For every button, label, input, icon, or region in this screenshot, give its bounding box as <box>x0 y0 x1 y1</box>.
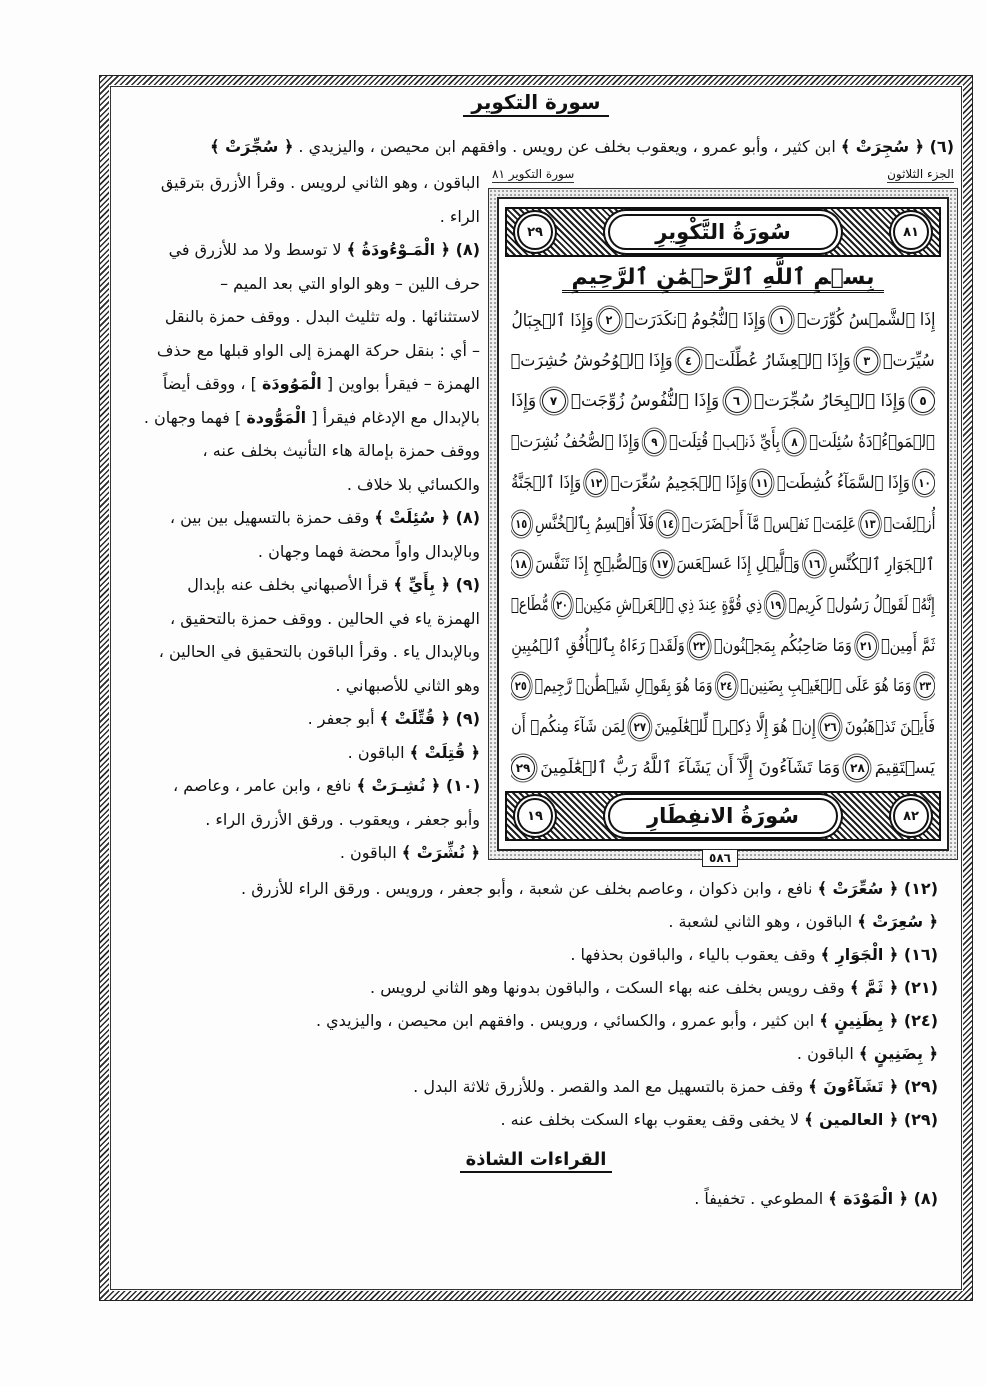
verse-line <box>511 423 935 461</box>
commentary-line-content <box>413 1077 938 1096</box>
commentary-line-content <box>169 240 480 259</box>
verse-line <box>511 382 935 420</box>
commentary-line-content <box>694 1189 938 1208</box>
text-run: الهمزة – فيقرأ بواوين [ <box>321 374 480 394</box>
verse-number-marker: ٢٨ <box>845 756 869 780</box>
verse-number-marker: ٢٢ <box>689 634 710 658</box>
verse-line <box>511 505 935 543</box>
verse-number-marker: ١٤ <box>658 512 678 536</box>
verse-line <box>511 464 935 502</box>
commentary-line <box>150 971 938 1004</box>
text-run: الباقون . <box>339 843 402 863</box>
verse-line-content <box>511 430 935 454</box>
text-run: وقف يعقوب بالياء ، والباقون بحذفها . <box>570 945 821 964</box>
shadh-heading-row <box>100 1146 972 1174</box>
verse-text: لِمَن شَآءَ مِنكُمۡ أَن <box>511 717 626 738</box>
verse-text: أُزۡلِفَتۡ <box>883 513 935 534</box>
verse-text: وَمَا تَشَآءُونَ إِلَّآ أَن يَشَآءَ ٱللَّهُ رَبُّ ٱلۡعَٰلَمِينَ <box>540 758 841 779</box>
verse-line-content <box>511 552 935 576</box>
verses-block <box>511 301 935 787</box>
verse-text: إِنَّهُۥ لَقَوۡلُ رَسُولٖ كَرِيمٖ <box>788 595 935 616</box>
quran-word-bold: (٩) ﴿ قُتِّلَتْ ﴾ <box>379 709 480 729</box>
commentary-line-content <box>205 810 480 829</box>
next-surah-title: سُورَةُ الانفِطَارِ <box>608 798 838 834</box>
commentary-line-content <box>241 879 938 898</box>
text-run: وهو الثاني للأصبهاني . <box>335 675 480 695</box>
commentary-line-content <box>157 341 480 360</box>
commentary-line <box>118 401 480 435</box>
commentary-line-content <box>165 307 480 326</box>
quran-word-bold: (١٢) ﴿ سُعِّرَتْ ﴾ <box>817 879 938 898</box>
text-run: الهمزة ياء في الحالين . ووقف حمزة بالتحقيق ، <box>170 608 480 628</box>
verse-line-content <box>511 389 935 413</box>
verse-line-content <box>511 756 935 780</box>
verse-number-marker: ١٦ <box>804 552 824 576</box>
quran-word-bold: (٨) ﴿ سُئِلَتْ ﴾ <box>374 508 480 528</box>
verse-number-marker: ٩ <box>644 430 665 454</box>
verse-text: ثَمَّ أَمِينٖ <box>880 635 935 656</box>
commentary-line <box>118 468 480 502</box>
commentary-line <box>118 669 480 703</box>
text-run: قرأ الأصبهاني بخلف عنه بإبدال <box>187 575 394 595</box>
text-run: ابن كثير ، وأبو عمرو ، والكسائي ، ورويس . وافقهم ابن محيصن ، واليزيدي . <box>315 1011 820 1030</box>
verse-text: إِذَا ٱلشَّمۡسُ كُوِّرَتۡ <box>796 310 935 330</box>
verse-line-content <box>511 471 935 495</box>
commentary-line-content <box>220 274 480 293</box>
side-commentary <box>118 166 480 870</box>
page-title-row <box>100 88 972 116</box>
text-run: الباقون . <box>347 742 410 762</box>
text-run: نافع ، وابن ذكوان ، وعاصم بخلف عن شعبة ، وأبو جعفر ، ورويس . ورقق الراء للأزرق . <box>241 879 818 898</box>
verse-text: ذِي قُوَّةٍ عِندَ ذِي ٱلۡعَرۡشِ مَكِينٖ <box>575 595 763 616</box>
commentary-line-content <box>210 137 954 156</box>
commentary-line <box>118 233 480 267</box>
quran-word-bold: (٩) ﴿ بِأَيِّ ﴾ <box>393 575 480 595</box>
verse-line <box>511 301 935 339</box>
basmala-row <box>519 263 927 297</box>
commentary-line <box>118 367 480 401</box>
ayah-count-medallion: ٢٩ <box>517 214 553 250</box>
commentary-line-content <box>144 408 480 427</box>
verse-text: وَٱلصُّبۡحِ إِذَا تَنَفَّسَ <box>535 554 649 575</box>
commentary-line <box>150 905 938 938</box>
verse-number-marker: ٦ <box>725 389 749 413</box>
verse-line <box>511 586 935 624</box>
verse-number-marker: ١٠ <box>914 471 935 495</box>
intro-commentary-line <box>122 132 954 160</box>
text-run: لا يخفى وقف يعقوب بهاء السكت بخلف عنه . <box>500 1110 805 1129</box>
commentary-line <box>118 736 480 770</box>
text-run: الباقون ، وهو الثاني لشعبة . <box>668 912 858 931</box>
verse-text: ٱلۡمَوۡءُۥدَةُ سُئِلَتۡ <box>809 432 935 453</box>
text-run: حرف اللين – وهو الواو التي بعد الميم – <box>220 273 480 293</box>
commentary-line <box>118 635 480 669</box>
commentary-line <box>150 872 938 905</box>
surah-title: سُورَةُ التَّكْوِيرِ <box>608 214 838 250</box>
bottom-commentary <box>150 872 938 1136</box>
quran-word-bold: (١٠) ﴿ نُشِـرَتْ ﴾ <box>356 776 480 796</box>
text-run: ابن كثير ، وأبو عمرو ، ويعقوب بخلف عن رويس . وافقهم ابن محيصن ، واليزيدي . <box>293 136 841 156</box>
verse-line-content <box>511 593 935 617</box>
quran-word-bold: ﴿ بِضَنِينٍ ﴾ <box>858 1044 938 1063</box>
commentary-line-content <box>797 1044 938 1063</box>
commentary-line-content <box>340 843 480 862</box>
text-run: ] فهما وجهان . <box>143 407 247 427</box>
text-run: – أي : بنقل حركة الهمزة إلى الواو قبلها مع حذف <box>156 340 480 360</box>
verse-text: وَإِذَا ٱلنُّجُومُ ٱنكَدَرَتۡ <box>624 310 766 330</box>
verse-text: وَلَقَدۡ رَءَاهُ بِٱلۡأُفُقِ ٱلۡمُبِينِ <box>511 636 685 657</box>
verse-text: وَإِذَا <box>511 391 537 412</box>
text-run: لا توسط ولا مد للأزرق في <box>168 240 347 260</box>
quran-word-bold: (٢٩) ﴿ العالمين ﴾ <box>804 1110 938 1129</box>
verse-number-marker: ١٢ <box>586 471 607 495</box>
commentary-line <box>118 334 480 368</box>
commentary-line-content <box>348 743 480 762</box>
verse-text: وَمَا صَاحِبُكُم بِمَجۡنُونٖ <box>713 635 852 656</box>
verse-number-marker: ٢٠ <box>553 593 572 617</box>
verse-text: فَلَآ أُقۡسِمُ بِٱلۡخُنَّسِ <box>534 514 654 535</box>
verse-text: وَإِذَا ٱلۡوُحُوشُ حُشِرَتۡ <box>511 350 673 371</box>
text-run: الراء . <box>439 206 480 226</box>
verse-text: عَلِمَتۡ نَفۡسٞ مَّآ أَحۡضَرَتۡ <box>681 513 856 534</box>
text-run: ووقف حمزة بإمالة هاء التأنيث بخلف عنه ، <box>202 441 480 461</box>
text-run: أبو جعفر . <box>307 709 380 729</box>
commentary-line-content <box>668 912 938 931</box>
verse-text: وَإِذَا ٱلۡجِبَالُ <box>511 310 593 331</box>
verse-text: فَأَيۡنَ تَذۡهَبُونَ <box>844 717 935 738</box>
text-run: وقف رويس بخلف عنه بهاء السكت ، والباقون بدونها وهو الثاني لرويس . <box>370 978 850 997</box>
verse-number-marker: ٢٤ <box>717 674 737 698</box>
verse-line-content <box>511 715 935 739</box>
verse-text: سُيِّرَتۡ <box>883 350 935 371</box>
verse-number-marker: ٧ <box>542 389 566 413</box>
quran-word-bold: (٢٩) ﴿ تَشَآءُونَ ﴾ <box>808 1077 938 1096</box>
next-surah-band <box>505 791 941 841</box>
page-title: سورة التكوير <box>463 90 608 117</box>
next-ayah-count-medallion: ١٩ <box>517 798 553 834</box>
commentary-line <box>150 1037 938 1070</box>
verse-number-marker: ٨ <box>784 430 805 454</box>
commentary-line <box>118 568 480 602</box>
verse-line <box>511 749 935 787</box>
juz-label: الجزء الثلاثون <box>887 167 954 181</box>
commentary-line-content <box>203 441 480 460</box>
verse-number-marker: ٢ <box>598 308 620 332</box>
commentary-line <box>118 535 480 569</box>
text-run: وأبو جعفر ، ويعقوب . ورقق الأزرق الراء . <box>205 809 480 829</box>
mushaf-inner-page <box>497 197 949 851</box>
verse-number-marker: ٤ <box>678 349 701 373</box>
commentary-line <box>150 1182 938 1214</box>
quran-word-bold: (٨) ﴿ الْمَـوْءُودَةُ ﴾ <box>346 240 480 260</box>
verse-text: وَإِذَا ٱلۡجَنَّةُ <box>511 473 582 494</box>
commentary-line-content <box>316 1011 938 1030</box>
verse-line-content <box>511 308 935 332</box>
text-run: ] ، ووقف أيضاً <box>162 374 262 394</box>
text-run: نافع ، وابن عامر ، وعاصم ، <box>173 776 357 796</box>
verse-text: وَإِذَا ٱلنُّفُوسُ زُوِّجَتۡ <box>570 391 720 412</box>
verse-line-content <box>511 349 935 373</box>
text-run: الباقون . <box>796 1044 859 1063</box>
quran-word-bold: الْمَوُّودة <box>246 407 307 427</box>
surah-page-header: سورة التكوير ٨١ <box>492 167 575 181</box>
text-run: وبالإبدال واواً محضة فهما وجهان . <box>257 541 480 561</box>
commentary-line <box>118 434 480 468</box>
quran-word-bold: (٢٤) ﴿ بِظَنِينٍ ﴾ <box>819 1011 938 1030</box>
verse-text: وَمَا هُوَ عَلَى ٱلۡغَيۡبِ بِضَنِينٖ <box>740 676 912 697</box>
verse-number-marker: ٢٧ <box>630 715 650 739</box>
commentary-line <box>150 1004 938 1037</box>
text-run: الباقون ، وهو الثاني لرويس . وقرأ الأزرق بترقيق <box>160 173 480 193</box>
commentary-line-content <box>161 173 480 192</box>
commentary-line <box>150 1070 938 1103</box>
commentary-line <box>118 200 480 234</box>
text-run: بالإبدال مع الإدغام فيقرأ [ <box>306 407 480 427</box>
quran-word-bold: (٢١) ﴿ ثَمَّ ﴾ <box>849 978 938 997</box>
commentary-line-content <box>170 609 480 628</box>
verse-number-marker: ١١ <box>752 471 773 495</box>
commentary-line-content <box>336 676 480 695</box>
verse-line-content <box>511 634 935 658</box>
commentary-line-content <box>347 475 480 494</box>
verse-line <box>511 627 935 665</box>
verse-text: وَمَا هُوَ بِقَوۡلِ شَيۡطَٰنٖ رَّجِيمٖ <box>534 676 713 697</box>
verse-text: وَإِذَا ٱلۡجَحِيمُ سُعِّرَتۡ <box>610 472 748 493</box>
verse-text: ٱلۡجَوَارِ ٱلۡكُنَّسِ <box>828 554 935 575</box>
verse-number-marker: ١٨ <box>511 552 531 576</box>
verse-text: وَٱلَّيۡلِ إِذَا عَسۡعَسَ <box>677 554 801 575</box>
commentary-line-content <box>159 642 480 661</box>
verse-text: بِأَيِّ ذَنۢبٖ قُتِلَتۡ <box>669 432 781 453</box>
verse-text: مُّطَاعٖ <box>511 595 549 616</box>
quran-word-bold: (١٦) ﴿ الْجَوَارِ ﴾ <box>820 945 938 964</box>
commentary-line-content <box>258 542 480 561</box>
commentary-line-content <box>501 1110 939 1129</box>
commentary-line <box>118 300 480 334</box>
verse-number-marker: ١٧ <box>652 552 672 576</box>
verse-line-content <box>511 674 935 698</box>
verse-number-marker: ١ <box>770 308 792 332</box>
quran-word-bold: الْمَوُودَة <box>261 374 322 394</box>
quran-word-bold: (٦) ﴿ سُجِرَتْ ﴾ <box>840 136 954 156</box>
commentary-line <box>118 267 480 301</box>
verse-line-content <box>511 512 935 536</box>
verse-text: وَإِذَا ٱلصُّحُفُ نُشِرَتۡ <box>511 432 640 453</box>
verse-number-marker: ٣ <box>856 349 879 373</box>
shadh-commentary <box>150 1182 938 1214</box>
verse-number-marker: ٢٣ <box>915 674 935 698</box>
commentary-line-content <box>308 709 480 728</box>
next-surah-number-medallion: ٨٢ <box>893 798 929 834</box>
commentary-line-content <box>187 575 480 594</box>
text-run: والكسائي بلا خلاف . <box>346 474 480 494</box>
quran-word-bold: ﴿ نُشِّرَتْ ﴾ <box>401 843 480 863</box>
commentary-line <box>118 769 480 803</box>
verse-text: وَإِذَا ٱلۡعِشَارُ عُطِّلَتۡ <box>704 350 852 371</box>
verse-number-marker: ٢٦ <box>820 715 840 739</box>
verse-line <box>511 545 935 583</box>
quran-word-bold: ﴿ قُتِلَتْ ﴾ <box>409 742 480 762</box>
text-run: وقف حمزة بالتسهيل مع المد والقصر . وللأزرق ثلاثة البدل . <box>413 1077 809 1096</box>
commentary-line <box>118 166 480 200</box>
text-run: لاستثنائها . وله تثليث البدل . ووقف حمزة بالنقل <box>164 307 480 327</box>
verse-number-marker: ٥ <box>911 389 935 413</box>
commentary-line-content <box>440 207 480 226</box>
verse-number-marker: ٢٩ <box>511 756 535 780</box>
basmala: بِسۡمِ ٱللَّهِ ٱلرَّحۡمَٰنِ ٱلرَّحِيمِ <box>562 265 885 293</box>
verse-text: وَإِذَا ٱلسَّمَآءُ كُشِطَتۡ <box>776 472 910 493</box>
verse-number-marker: ٢١ <box>856 634 877 658</box>
verse-text: إِنۡ هُوَ إِلَّا ذِكۡرٞ لِّلۡعَٰلَمِينَ <box>654 717 816 738</box>
commentary-line-content <box>370 978 938 997</box>
text-run: المطوعي . تخفيفاً . <box>694 1188 829 1208</box>
commentary-line <box>118 501 480 535</box>
page-number: ٥٨٦ <box>702 849 738 867</box>
verse-line <box>511 667 935 705</box>
commentary-line <box>118 836 480 870</box>
verse-text: يَسۡتَقِيمَ <box>874 757 935 778</box>
commentary-line <box>118 702 480 736</box>
text-run: وبالإبدال ياء . وقرأ الباقون بالتحقيق في الحالين ، <box>158 642 480 662</box>
verse-line <box>511 342 935 380</box>
verse-line <box>511 708 935 746</box>
quran-word-bold: (٨) ﴿ الْمَوْدَة ﴾ <box>828 1188 938 1208</box>
verse-number-marker: ١٣ <box>860 512 880 536</box>
commentary-line-content <box>170 508 480 527</box>
commentary-line <box>118 803 480 837</box>
verse-number-marker: ١٥ <box>511 512 531 536</box>
shadh-heading: القراءات الشاذة <box>460 1149 613 1173</box>
commentary-line <box>150 1103 938 1136</box>
quran-word-bold: ﴿ سُعِرَتْ ﴾ <box>857 912 938 931</box>
verse-number-marker: ٢٥ <box>511 674 531 698</box>
verse-text: وَإِذَا ٱلۡبِحَارُ سُجِّرَتۡ <box>753 391 906 412</box>
text-run: وقف حمزة بالتسهيل بين بين ، <box>169 508 375 528</box>
commentary-line-content <box>173 776 480 795</box>
commentary-line-content <box>163 374 480 393</box>
commentary-line-content <box>570 945 938 964</box>
surah-title-band <box>505 207 941 257</box>
mushaf-header <box>488 163 958 187</box>
mushaf-page <box>488 188 958 860</box>
commentary-line <box>118 602 480 636</box>
surah-number-medallion: ٨١ <box>893 214 929 250</box>
verse-number-marker: ١٩ <box>766 593 785 617</box>
quran-word-bold: ﴿ سُجِّرَتْ ﴾ <box>210 136 294 156</box>
commentary-line <box>150 938 938 971</box>
